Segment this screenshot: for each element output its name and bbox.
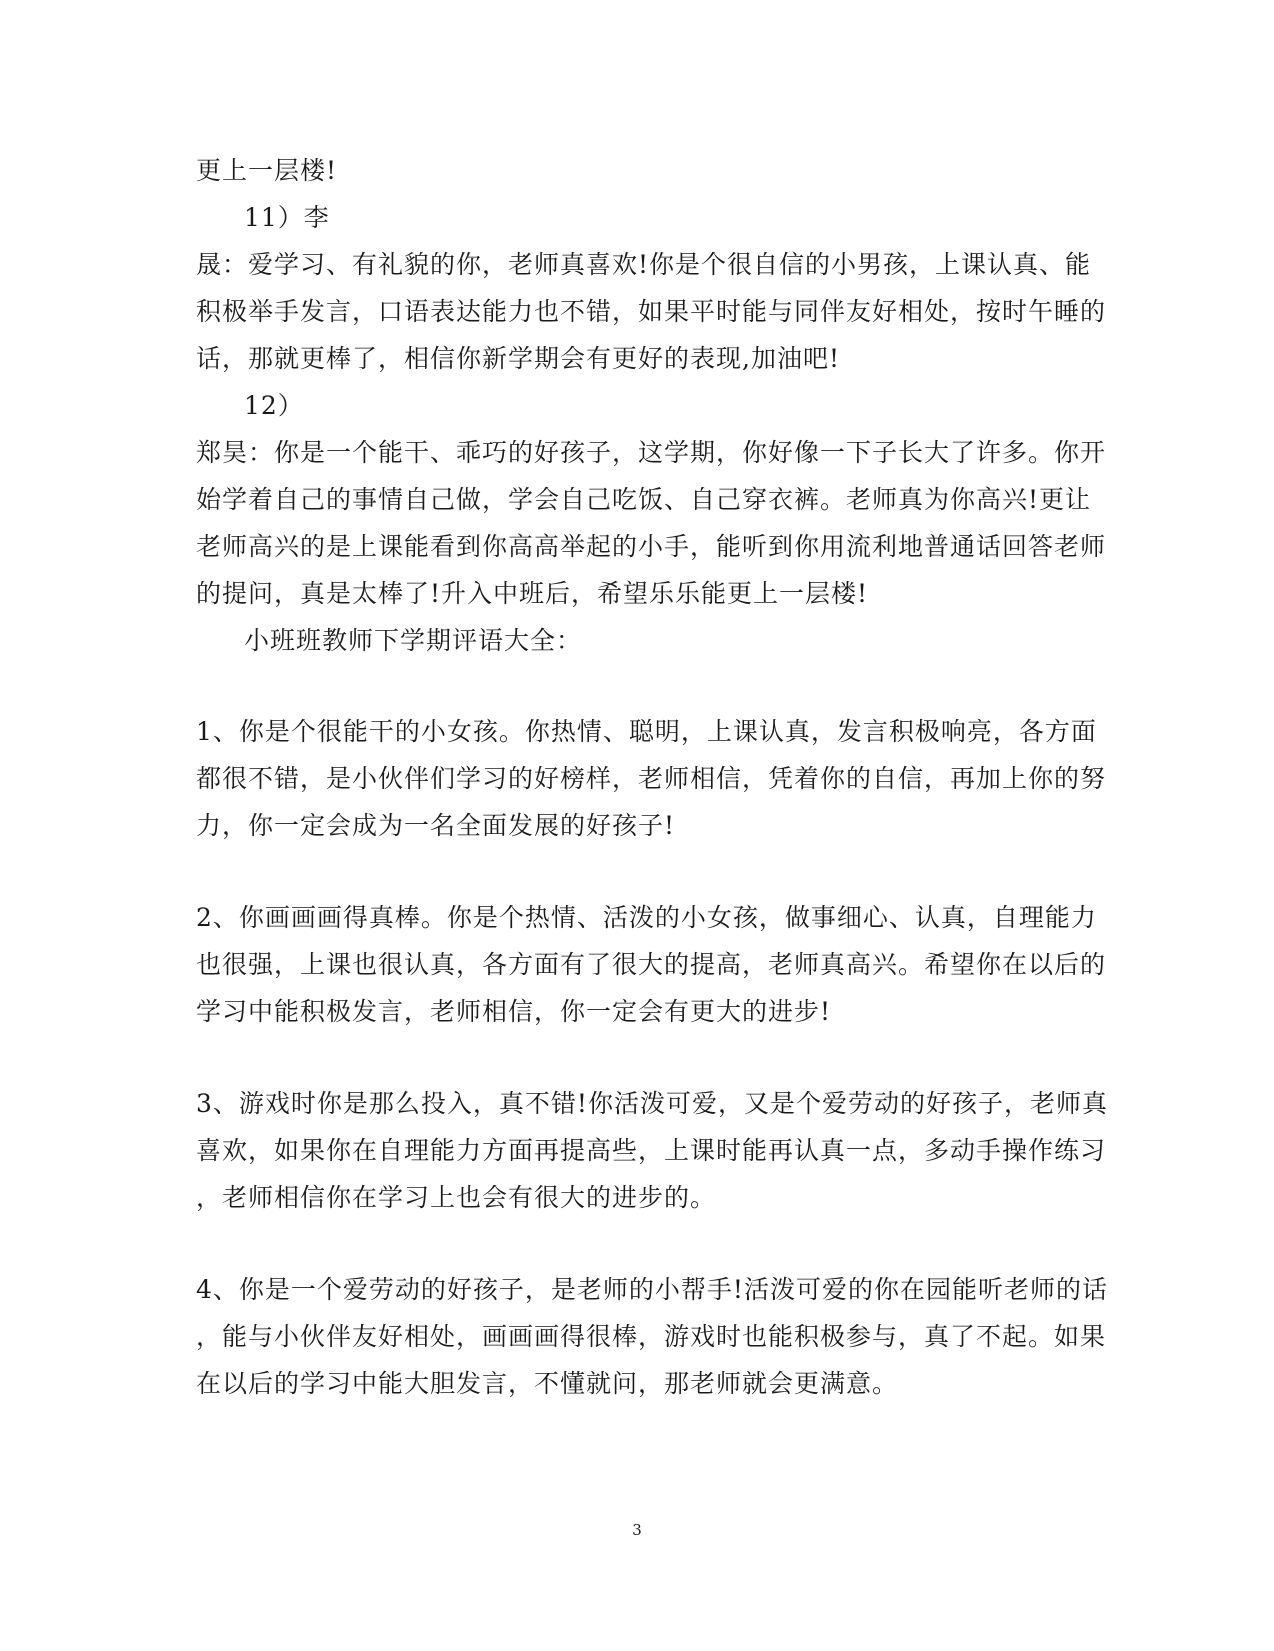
text-line: ，能与小伙伴友好相处，画画画得很棒，游戏时也能积极参与，真了不起。如果 (196, 1322, 1107, 1351)
text-line: 11）李 (244, 203, 330, 232)
text-line: 12） (244, 391, 304, 420)
page-number: 3 (632, 1521, 642, 1539)
text-line: 喜欢，如果你在自理能力方面再提高些，上课时能再认真一点，多动手操作练习 (196, 1136, 1107, 1165)
text-line: 3、游戏时你是那么投入，真不错!你活泼可爱，又是个爱劳动的好孩子，老师真 (196, 1089, 1108, 1118)
text-line: 的提问，真是太棒了!升入中班后，希望乐乐能更上一层楼! (196, 579, 869, 608)
text-line: 1、你是个很能干的小女孩。你热情、聪明，上课认真，发言积极响亮，各方面 (196, 717, 1097, 746)
text-line: 积极举手发言，口语表达能力也不错，如果平时能与同伴友好相处，按时午睡的 (196, 297, 1107, 326)
text-line: 话，那就更棒了，相信你新学期会有更好的表现,加油吧! (196, 344, 840, 373)
text-line: 2、你画画画得真棒。你是个热情、活泼的小女孩，做事细心、认真，自理能力 (196, 903, 1097, 932)
text-line: 也很强，上课也很认真，各方面有了很大的提高，老师真高兴。希望你在以后的 (196, 950, 1107, 979)
text-line: 始学着自己的事情自己做，学会自己吃饭、自己穿衣裤。老师真为你高兴!更让 (196, 485, 1092, 514)
text-line: 都很不错，是小伙伴们学习的好榜样，老师相信，凭着你的自信，再加上你的努 (196, 764, 1107, 793)
text-line: 更上一层楼! (196, 156, 338, 185)
text-line: 郑昊：你是一个能干、乖巧的好孩子，这学期，你好像一下子长大了许多。你开 (196, 438, 1107, 467)
section-heading: 小班班教师下学期评语大全： (244, 626, 583, 655)
text-line: 力，你一定会成为一名全面发展的好孩子! (196, 811, 676, 840)
text-line: 学习中能积极发言，老师相信，你一定会有更大的进步! (196, 997, 832, 1026)
text-line: 老师高兴的是上课能看到你高高举起的小手，能听到你用流利地普通话回答老师 (196, 532, 1107, 561)
text-line: 晟：爱学习、有礼貌的你，老师真喜欢!你是个很自信的小男孩，上课认真、能 (196, 250, 1092, 279)
text-line: 4、你是一个爱劳动的好孩子，是老师的小帮手!活泼可爱的你在园能听老师的话 (196, 1275, 1108, 1304)
text-line: ，老师相信你在学习上也会有很大的进步的。 (196, 1183, 717, 1212)
text-line: 在以后的学习中能大胆发言，不懂就问，那老师就会更满意。 (196, 1369, 899, 1398)
